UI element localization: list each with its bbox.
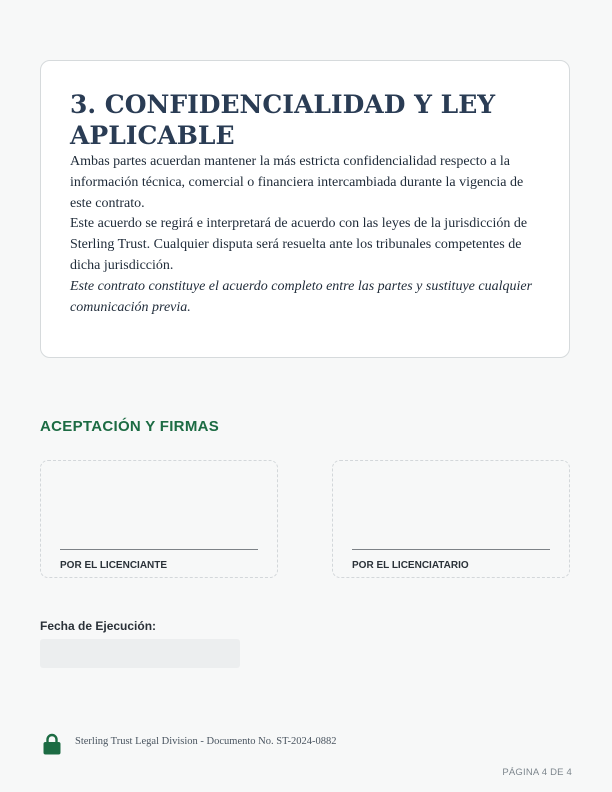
licensee-label: POR EL LICENCIATARIO	[352, 560, 469, 571]
section-title: 3. CONFIDENCIALIDAD Y LEY APLICABLE	[70, 90, 496, 150]
licensee-signature-box[interactable]	[332, 460, 570, 578]
confidentiality-section	[40, 60, 570, 358]
page-number: PÁGINA 4 DE 4	[502, 767, 572, 778]
section-body	[70, 152, 545, 318]
footer-document-reference: Sterling Trust Legal Division - Documento No. ST-2024-0882	[75, 736, 337, 747]
licensor-signature-box[interactable]	[40, 460, 278, 578]
confidentiality-paragraph: Ambas partes acuerdan mantener la más estricta confidencialidad respecto a la información técnica, comercial o financiera intercambiada durante la vigencia de este contrato.	[70, 154, 524, 211]
signature-line	[60, 549, 258, 550]
lock-icon	[43, 733, 61, 755]
execution-date-input[interactable]	[40, 639, 240, 668]
entire-agreement-note: Este contrato constituye el acuerdo completo entre las partes y sustituye cualquier comunicación previa.	[70, 278, 533, 315]
governing-law-paragraph: Este acuerdo se regirá e interpretará de acuerdo con las leyes de la jurisdicción de Sterling Trust. Cualquier disputa será resuelta ante los tribunales competentes de dicha jurisdicción.	[70, 216, 528, 273]
signatures-heading: ACEPTACIÓN Y FIRMAS	[40, 418, 220, 435]
execution-date-label: Fecha de Ejecución:	[40, 619, 157, 633]
signature-line	[352, 549, 550, 550]
licensor-label: POR EL LICENCIANTE	[60, 560, 168, 571]
